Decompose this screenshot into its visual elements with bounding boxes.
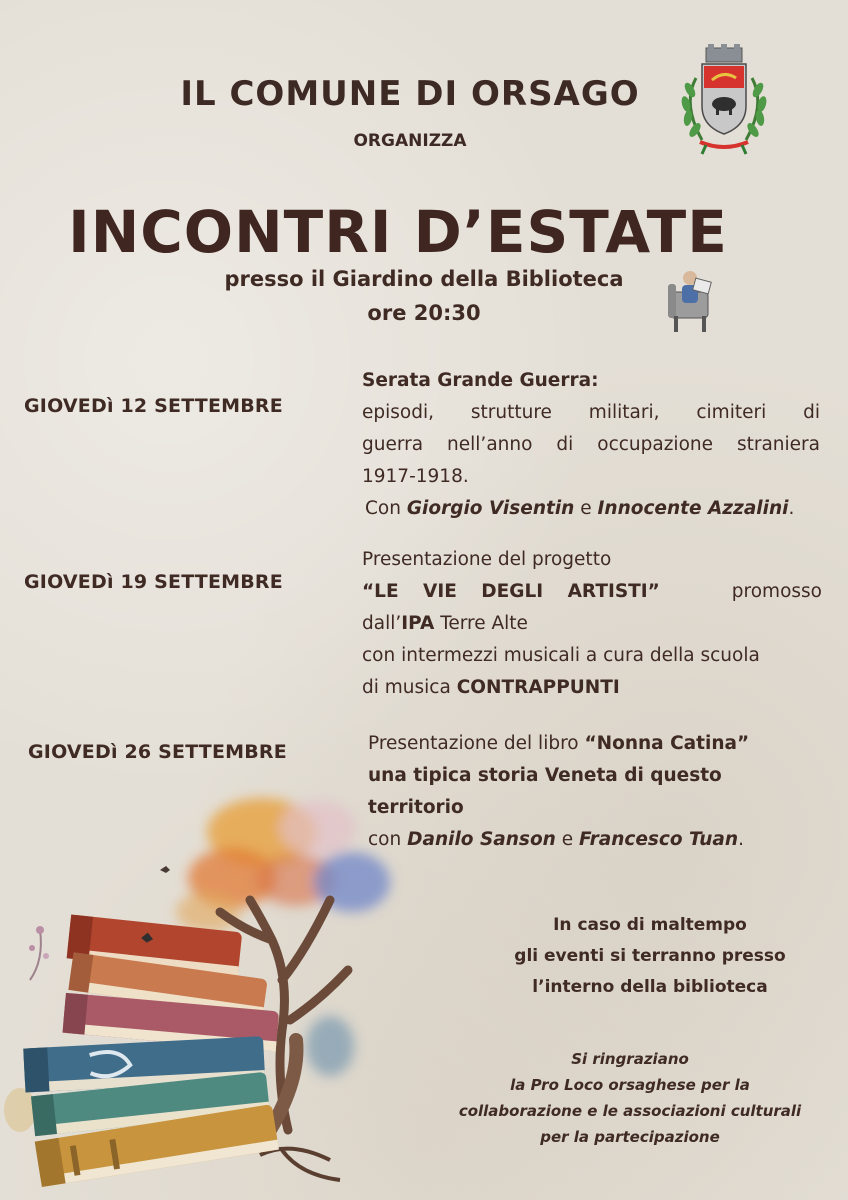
conjunction: e: [574, 498, 598, 519]
thanks-line: la Pro Loco orsaghese per la: [510, 1076, 750, 1094]
period: .: [788, 498, 795, 519]
event-description-2: [362, 544, 822, 704]
coat-of-arms-icon: [672, 44, 776, 156]
event-title: INCONTRI D’ESTATE: [68, 198, 728, 266]
project-name: “LE VIE DEGLI ARTISTI”: [362, 581, 660, 602]
event-time: ore 20:30: [367, 301, 481, 325]
acknowledgements: [425, 1046, 835, 1150]
thanks-line: collaborazione e le associazioni culturali: [458, 1102, 802, 1120]
event-date-3: GIOVEDì 26 SETTEMBRE: [28, 741, 287, 763]
event-text-line: 1917-1918.: [362, 466, 469, 487]
event-text-line: Presentazione del progetto: [362, 549, 612, 570]
book-title: “Nonna Catina”: [584, 733, 750, 754]
event-text-line: episodi, strutture militari, cimiteri di: [362, 402, 820, 423]
event-text-line: guerra nell’anno di occupazione straniera: [362, 434, 820, 455]
note-line: gli eventi si terranno presso: [514, 946, 786, 966]
event-description-3: [368, 728, 828, 856]
period: .: [738, 829, 744, 850]
person-reading-icon: [664, 266, 716, 334]
music-prefix: di musica: [362, 677, 457, 698]
event-heading: Serata Grande Guerra:: [362, 370, 599, 391]
note-line: l’interno della biblioteca: [532, 977, 768, 997]
with-label: Con: [365, 498, 407, 519]
event-date-2: GIOVEDì 19 SETTEMBRE: [24, 571, 283, 593]
ipa-prefix: dall’: [362, 613, 402, 634]
thanks-line: per la partecipazione: [540, 1128, 720, 1146]
event-text-line: territorio: [368, 797, 464, 818]
event-description-1: [362, 365, 820, 525]
with-label: con: [368, 829, 408, 850]
organizer-subtitle: ORGANIZZA: [353, 131, 467, 151]
event-text-line: promosso: [731, 581, 822, 602]
conjunction: e: [555, 829, 579, 850]
music-school-name: CONTRAPPUNTI: [456, 677, 620, 698]
event-text-line: con intermezzi musicali a cura della scuola: [362, 645, 760, 666]
ipa-suffix: Terre Alte: [434, 613, 528, 634]
speaker-name: Danilo Sanson: [407, 829, 556, 850]
event-date-1: GIOVEDì 12 SETTEMBRE: [24, 395, 283, 417]
organizer-title: IL COMUNE DI ORSAGO: [180, 74, 640, 114]
speaker-name: Francesco Tuan: [578, 829, 739, 850]
speaker-name: Giorgio Visentin: [406, 498, 575, 519]
event-text-line: una tipica storia Veneta di questo: [368, 765, 722, 786]
speaker-name: Innocente Azzalini: [597, 498, 789, 519]
thanks-line: Si ringraziano: [571, 1050, 689, 1068]
book-prefix: Presentazione del libro: [368, 733, 585, 754]
books-and-tree-illustration: [0, 780, 420, 1200]
note-line: In caso di maltempo: [553, 915, 747, 935]
bird-icon: [160, 866, 170, 873]
book-stack: [23, 915, 279, 1188]
ipa-label: IPA: [401, 613, 435, 634]
event-venue: presso il Giardino della Biblioteca: [224, 267, 624, 291]
bad-weather-note: [460, 910, 840, 1003]
